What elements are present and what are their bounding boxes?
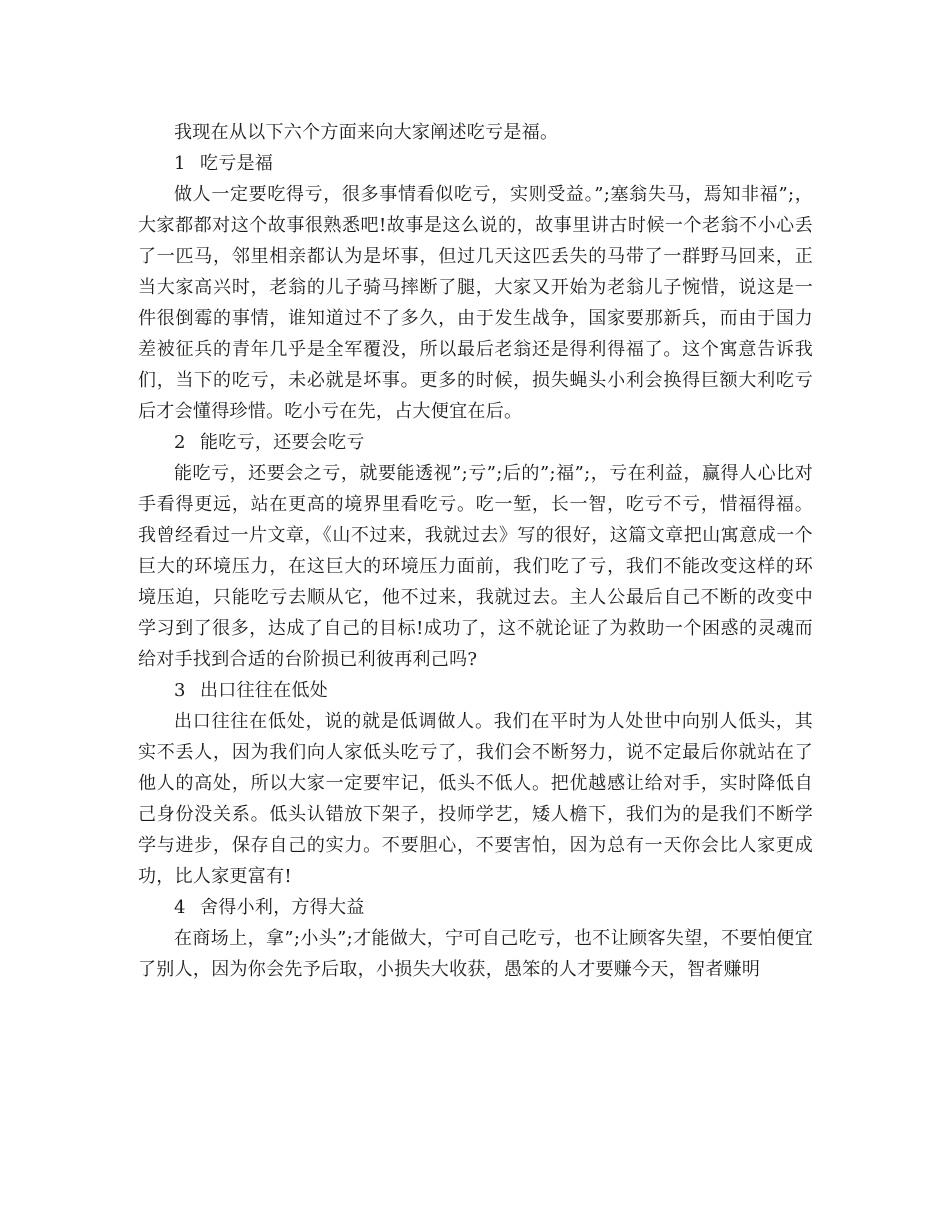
section-paragraph-2: 能吃亏，还要会之亏，就要能透视”;亏”;后的”;福”;，亏在利益，赢得人心比对手看得更远，站在更高的境界里看吃亏。吃一堑，长一智，吃亏不亏，惜福得福。我曾经看过一片文章，《山不过来，我就过去》写的很好，这篇文章把山寓意成一个巨大的环境压力，在这巨大的环境压力面前，我们吃了亏，我们不能改变这样的环境压迫，只能吃亏去顺从它，他不过来，我就过去。主人公最后自己不断的改变中学习到了很多，达成了自己的目标!成功了，这不就论证了为救助一个困惑的灵魂而给对手找到合适的台阶损已利彼再利己吗? <box>138 463 813 670</box>
section-paragraph-1: 做人一定要吃得亏，很多事情看似吃亏，实则受益。”;塞翁失马，焉知非福”;，大家都都对这个故事很熟悉吧!故事是这么说的，故事里讲古时候一个老翁不小心丢了一匹马，邻里相亲都认为是坏事，但过几天这匹丢失的马带了一群野马回来，正当大家高兴时，老翁的儿子骑马摔断了腿，大家又开始为老翁儿子惋惜，说这是一件很倒霉的事情，谁知道过不了多久，由于发生战争，国家要那新兵，而由于国力差被征兵的青年几乎是全军覆没，所以最后老翁还是得利得福了。这个寓意告诉我们，当下的吃亏，未必就是坏事。更多的时候，损失蝇头小利会换得巨额大利吃亏后才会懂得珍惜。吃小亏在先，占大便宜在后。 <box>138 184 813 422</box>
section-title: 能吃亏，还要会吃亏 <box>200 432 365 453</box>
section-number: 3 <box>174 680 186 701</box>
section-heading-3 <box>138 675 813 706</box>
section-heading-4 <box>138 892 813 923</box>
section-title: 舍得小利，方得大益 <box>200 897 365 918</box>
section-paragraph-3: 出口往往在低处，说的就是低调做人。我们在平时为人处世中向别人低头，其实不丢人，因为我们向人家低头吃亏了，我们会不断努力，说不定最后你就站在了他人的高处，所以大家一定要牢记，低头不低人。把优越感让给对手，实时降低自己身份没关系。低头认错放下架子，投师学艺，矮人檐下，我们为的是我们不断学学与进步，保存自己的实力。不要胆心，不要害怕，因为总有一天你会比人家更成功，比人家更富有! <box>138 711 813 887</box>
section-heading-2 <box>138 427 813 458</box>
section-heading-1 <box>138 148 813 179</box>
section-number: 1 <box>174 153 186 174</box>
section-paragraph-4: 在商场上，拿”;小头”;才能做大，宁可自己吃亏，也不让顾客失望，不要怕便宜了别人，因为你会先予后取，小损失大收获，愚笨的人才要赚今天，智者赚明 <box>138 928 813 980</box>
document-body <box>138 117 813 985</box>
section-number: 2 <box>174 432 186 453</box>
intro-paragraph: 我现在从以下六个方面来向大家阐述吃亏是福。 <box>174 122 559 143</box>
section-number: 4 <box>174 897 186 918</box>
section-title: 出口往往在低处 <box>200 680 329 701</box>
section-title: 吃亏是福 <box>200 153 274 174</box>
